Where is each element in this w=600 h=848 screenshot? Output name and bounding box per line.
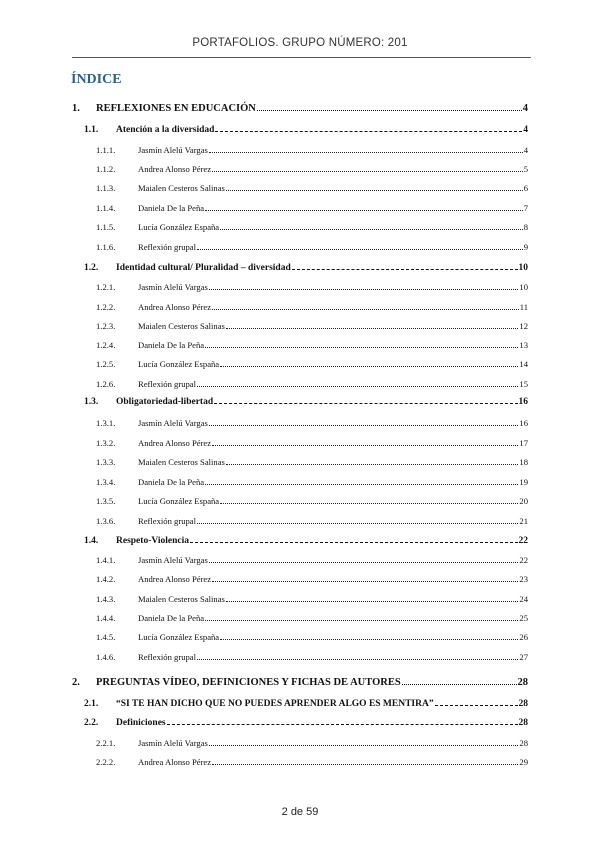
toc-leader-dots: [212, 581, 518, 582]
toc-entry-page: 8: [523, 222, 528, 232]
toc-leader-dots: [220, 503, 518, 504]
toc-entry-body: [116, 699, 528, 709]
toc-entry-number: 2.2.1.: [96, 738, 116, 748]
toc-entry-number: 2.2.2.: [96, 757, 116, 767]
toc-entry-body: [116, 536, 528, 546]
toc-entry-number: 1.4.3.: [96, 594, 116, 604]
toc-leader-dots: [167, 724, 518, 725]
toc-entry-page: 28: [518, 699, 528, 709]
toc-leader-dots: [226, 464, 519, 465]
toc-entry-body: [138, 613, 528, 623]
toc-entry-body: [138, 594, 528, 604]
toc-entry-page: 24: [519, 594, 528, 604]
toc-entry-page: 11: [519, 302, 528, 312]
toc-entry-page: 7: [523, 203, 528, 213]
toc-leader-dots: [220, 229, 523, 230]
toc-leader-dots: [209, 289, 519, 290]
toc-entry-title: Andrea Alonso Pérez: [138, 757, 212, 767]
toc-entry-body: [138, 652, 528, 662]
toc-entry-body: [138, 555, 528, 565]
toc-entry-number: 1.4.2.: [96, 574, 116, 584]
toc-entry-page: 16: [518, 397, 528, 407]
toc-leader-dots: [226, 328, 519, 329]
toc-entry-title: Reflexión grupal: [138, 516, 196, 526]
toc-entry-number: 1.3.2.: [96, 438, 116, 448]
toc-entry-title: Jasmín Alelú Vargas: [138, 555, 208, 565]
toc-entry-number: 1.1.5.: [96, 222, 116, 232]
toc-entry-title: PREGUNTAS VÍDEO, DEFINICIONES Y FICHAS DE AUTORES: [96, 677, 401, 688]
toc-leader-dots: [209, 152, 523, 153]
toc-entry-body: [116, 718, 528, 728]
toc-entry-number: 1.4.1.: [96, 555, 116, 565]
toc-leader-dots: [197, 659, 518, 660]
toc-entry-page: 10: [519, 282, 528, 292]
toc-entry-title: Andrea Alonso Pérez: [138, 438, 212, 448]
toc-title: ÍNDICE: [71, 72, 122, 87]
toc-entry-page: 5: [523, 164, 528, 174]
toc-entry-body: [138, 203, 528, 213]
toc-entry-page: 18: [519, 457, 528, 467]
toc-entry-title: Identidad cultural/ Pluralidad – diversidad: [116, 263, 291, 273]
toc-entry-title: Daniela De la Peña: [138, 203, 205, 213]
toc-entry-title: Maialen Cesteros Salinas: [138, 183, 225, 193]
toc-entry-page: 14: [519, 359, 528, 369]
toc-entry-page: 27: [519, 652, 528, 662]
toc-entry-number: 1.3.1.: [96, 418, 116, 428]
toc-leader-dots: [220, 639, 518, 640]
toc-entry-number: 1.1.2.: [96, 164, 116, 174]
toc-entry-number: 1.2.6.: [96, 379, 116, 389]
toc-entry-page: 28: [517, 677, 528, 688]
toc-leader-dots: [190, 542, 518, 543]
toc-leader-dots: [197, 523, 518, 524]
toc-leader-dots: [220, 366, 518, 367]
toc-entry-title: Daniela De la Peña: [138, 340, 205, 350]
toc-entry-title: Atención a la diversidad: [116, 125, 215, 135]
toc-leader-dots: [214, 403, 517, 404]
toc-leader-dots: [215, 131, 522, 132]
toc-entry-body: [96, 103, 528, 114]
toc-entry-body: [138, 359, 528, 369]
toc-entry-page: 19: [519, 477, 528, 487]
toc-entry-number: 1.3.: [84, 397, 99, 407]
toc-entry-page: 22: [519, 555, 528, 565]
toc-entry-title: Lucía González España: [138, 632, 220, 642]
toc-entry-page: 20: [519, 496, 528, 506]
toc-entry-body: [138, 321, 528, 331]
toc-leader-dots: [212, 764, 518, 765]
page-header: PORTAFOLIOS. GRUPO NÚMERO: 201: [192, 37, 408, 49]
toc-entry-body: [138, 438, 528, 448]
toc-entry-number: 1.2.4.: [96, 340, 116, 350]
toc-entry-number: 1.4.4.: [96, 613, 116, 623]
toc-entry-number: 1.3.3.: [96, 457, 116, 467]
toc-entry-body: [116, 263, 528, 273]
toc-entry-page: 16: [519, 418, 528, 428]
toc-entry-body: [138, 164, 528, 174]
toc-entry-title: Andrea Alonso Pérez: [138, 574, 212, 584]
toc-entry-title: Andrea Alonso Pérez: [138, 164, 212, 174]
toc-leader-dots: [205, 620, 518, 621]
toc-entry-title: Daniela De la Peña: [138, 613, 205, 623]
toc-entry-number: 1.2.5.: [96, 359, 116, 369]
toc-entry-number: 1.2.3.: [96, 321, 116, 331]
toc-entry-title: Daniela De la Peña: [138, 477, 205, 487]
toc-entry-number: 1.2.1.: [96, 282, 116, 292]
toc-entry-page: 15: [519, 379, 528, 389]
toc-leader-dots: [209, 425, 519, 426]
toc-entry-number: 1.1.3.: [96, 183, 116, 193]
toc-entry-title: Maialen Cesteros Salinas: [138, 321, 225, 331]
toc-leader-dots: [205, 210, 523, 211]
toc-entry-body: [138, 379, 528, 389]
toc-entry-body: [138, 496, 528, 506]
toc-entry-number: 1.4.: [84, 536, 99, 546]
toc-entry-page: 25: [519, 613, 528, 623]
toc-entry-body: [138, 574, 528, 584]
toc-entry-number: 1.3.4.: [96, 477, 116, 487]
toc-leader-dots: [205, 347, 518, 348]
toc-entry-number: 1.3.6.: [96, 516, 116, 526]
toc-entry-body: [138, 242, 528, 252]
toc-entry-page: 4: [523, 145, 528, 155]
toc-entry-number: 1.4.6.: [96, 652, 116, 662]
toc-entry-body: [138, 477, 528, 487]
toc-entry-body: [138, 183, 528, 193]
toc-entry-page: 12: [519, 321, 528, 331]
toc-entry-body: [138, 418, 528, 428]
toc-leader-dots: [197, 386, 518, 387]
toc-entry-body: [138, 282, 528, 292]
toc-entry-page: 29: [519, 757, 528, 767]
toc-leader-dots: [226, 190, 523, 191]
toc-entry-body: [96, 677, 528, 688]
toc-entry-number: 1.2.: [84, 263, 99, 273]
toc-entry-page: 10: [518, 263, 528, 273]
toc-entry-number: 1.4.5.: [96, 632, 116, 642]
toc-entry-number: 1.2.2.: [96, 302, 116, 312]
toc-entry-number: 2.2.: [84, 718, 99, 728]
toc-entry-page: 6: [523, 183, 528, 193]
toc-entry-number: 1.1.: [84, 125, 99, 135]
toc-entry-page: 28: [518, 718, 528, 728]
toc-entry-title: Lucía González España: [138, 496, 220, 506]
toc-entry-body: [138, 516, 528, 526]
toc-entry-number: 2.: [72, 677, 80, 688]
toc-entry-body: [138, 222, 528, 232]
toc-entry-title: Reflexión grupal: [138, 242, 196, 252]
toc-leader-dots: [226, 601, 519, 602]
toc-entry-title: Obligatoriedad-libertad: [116, 397, 214, 407]
toc-entry-number: 1.1.4.: [96, 203, 116, 213]
toc-entry-page: 23: [519, 574, 528, 584]
toc-entry-page: 28: [519, 738, 528, 748]
toc-entry-title: Jasmín Alelú Vargas: [138, 738, 208, 748]
toc-entry-number: 1.1.6.: [96, 242, 116, 252]
toc-entry-body: [138, 457, 528, 467]
toc-entry-body: [138, 738, 528, 748]
toc-entry-number: 1.: [72, 103, 80, 114]
toc-leader-dots: [197, 249, 523, 250]
toc-entry-title: Lucía González España: [138, 359, 220, 369]
toc-entry-page: 4: [522, 103, 528, 114]
toc-leader-dots: [212, 445, 518, 446]
toc-entry-title: Maialen Cesteros Salinas: [138, 594, 225, 604]
toc-leader-dots: [209, 745, 519, 746]
toc-entry-page: 9: [523, 242, 528, 252]
toc-entry-page: 21: [519, 516, 528, 526]
toc-entry-title: Reflexión grupal: [138, 652, 196, 662]
toc-leader-dots: [209, 562, 519, 563]
toc-entry-title: Andrea Alonso Pérez: [138, 302, 212, 312]
toc-entry-body: [138, 145, 528, 155]
toc-entry-title: Jasmín Alelú Vargas: [138, 282, 208, 292]
toc-leader-dots: [212, 309, 519, 310]
toc-entry-title: “SI TE HAN DICHO QUE NO PUEDES APRENDER ALGO ES MENTIRA”: [116, 699, 434, 709]
toc-entry-body: [138, 302, 528, 312]
toc-leader-dots: [257, 110, 522, 111]
toc-entry-title: Lucía González España: [138, 222, 220, 232]
toc-leader-dots: [205, 484, 518, 485]
toc-leader-dots: [435, 705, 518, 706]
toc-entry-title: Respeto-Violencia: [116, 536, 189, 546]
toc-entry-page: 4: [523, 125, 528, 135]
toc-entry-page: 13: [519, 340, 528, 350]
toc-entry-title: Definiciones: [116, 718, 166, 728]
toc-entry-page: 22: [518, 536, 528, 546]
toc-entry-number: 1.3.5.: [96, 496, 116, 506]
toc-entry-body: [138, 632, 528, 642]
toc-leader-dots: [212, 171, 523, 172]
toc-entry-title: Jasmín Alelú Vargas: [138, 418, 208, 428]
toc-entry-title: REFLEXIONES EN EDUCACIÓN: [96, 103, 256, 114]
toc-entry-body: [116, 397, 528, 407]
toc-entry-title: Reflexión grupal: [138, 379, 196, 389]
toc-entry-title: Jasmín Alelú Vargas: [138, 145, 208, 155]
toc-entry-page: 26: [519, 632, 528, 642]
page-number: 2 de 59: [281, 806, 319, 818]
toc-entry-body: [116, 125, 528, 135]
toc-entry-title: Maialen Cesteros Salinas: [138, 457, 225, 467]
toc-leader-dots: [292, 269, 518, 270]
toc-entry-body: [138, 757, 528, 767]
toc-entry-number: 1.1.1.: [96, 145, 116, 155]
toc-entry-page: 17: [519, 438, 528, 448]
toc-entry-body: [138, 340, 528, 350]
toc-leader-dots: [402, 684, 517, 685]
toc-entry-number: 2.1.: [84, 699, 99, 709]
